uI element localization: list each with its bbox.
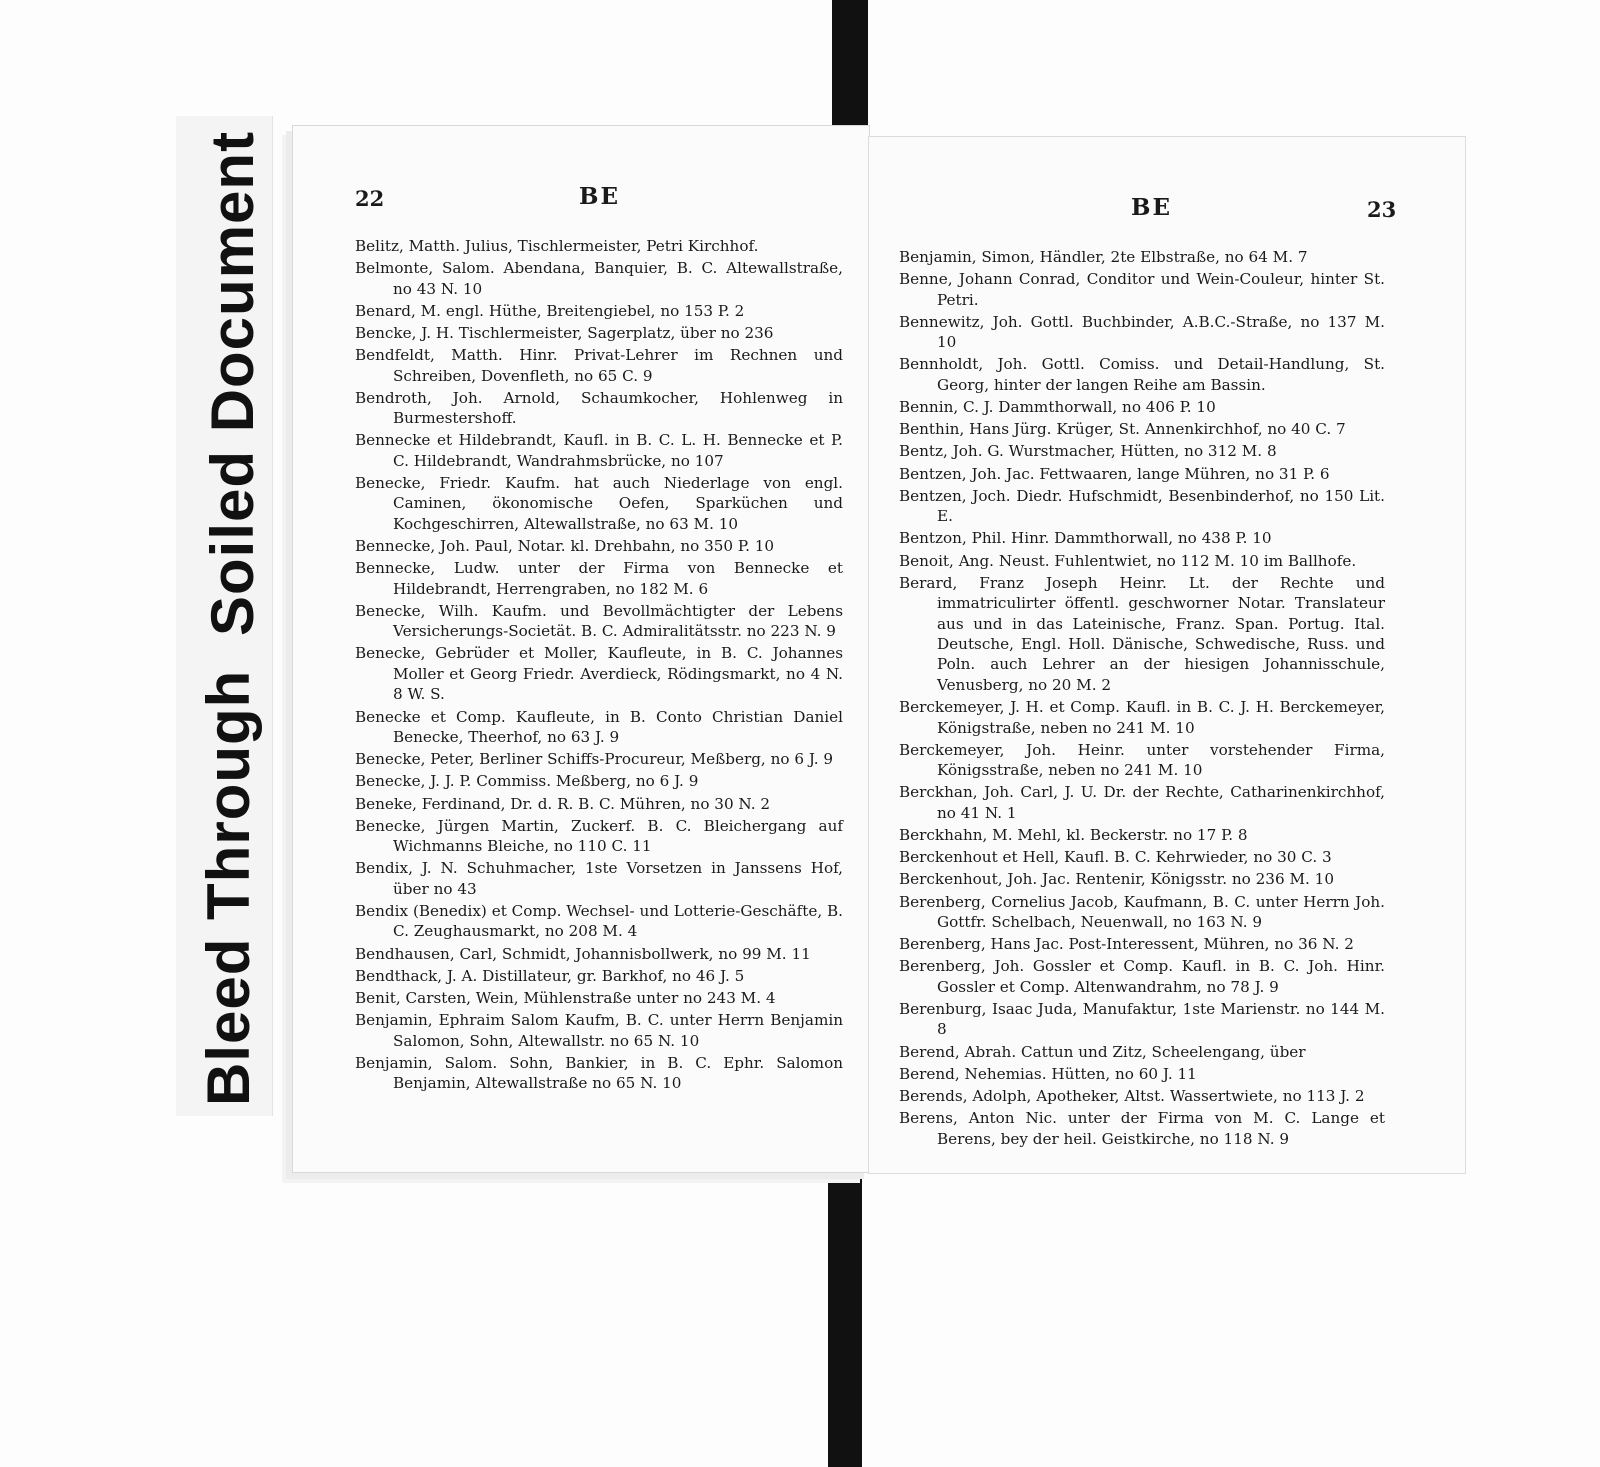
directory-entry: Bentz, Joh. G. Wurstmacher, Hütten, no 312 M. 8 [899, 442, 1277, 461]
bleed-through-label: Bleed Through [195, 669, 262, 1106]
directory-entry: Bendhausen, Carl, Schmidt, Johannisbollwerk, no 99 M. 11 [355, 944, 811, 963]
directory-entry: Bendix (Benedix) et Comp. Wechsel- und Lotterie-Geschäfte, B. C. Zeughausmarkt, no 208 M. 4 [355, 901, 843, 941]
directory-entry: Berard, Franz Joseph Heinr. Lt. der Rechte und immatriculirter öffentl. geschworner Notar. Translateur aus und in das Lateinische, Franz. Span. Portug. Ital. Deutsche, Engl. Holl. Dänische, Schwedische, Russ. und Poln. auch Lehrer an der hiesigen Johannisschule, Venusberg, no 20 M. 2 [899, 573, 1385, 694]
directory-entry: Benecke, Jürgen Martin, Zuckerf. B. C. Bleichergang auf Wichmanns Bleiche, no 110 C. 11 [355, 816, 843, 856]
directory-entry: Benjamin, Simon, Händler, 2te Elbstraße, no 64 M. 7 [899, 248, 1308, 266]
directory-entry: Bentzen, Joch. Diedr. Hufschmidt, Besenbinderhof, no 150 Lit. E. [899, 486, 1385, 526]
directory-entry: Bendroth, Joh. Arnold, Schaumkocher, Hohlenweg in Burmestershoff. [355, 388, 843, 428]
left-entry-list [355, 236, 843, 1095]
directory-entry: Bentzon, Phil. Hinr. Dammthorwall, no 438 P. 10 [899, 529, 1272, 548]
directory-entry: Bendthack, J. A. Distillateur, gr. Barkhof, no 46 J. 5 [355, 966, 745, 985]
directory-entry: Benoit, Ang. Neust. Fuhlentwiet, no 112 M. 10 im Ballhofe. [899, 551, 1357, 570]
directory-entry: Berckemeyer, Joh. Heinr. unter vorstehender Firma, Königsstraße, neben no 241 M. 10 [899, 740, 1385, 780]
directory-entry: Bennecke et Hildebrandt, Kaufl. in B. C. L. H. Bennecke et P. C. Hildebrandt, Wandrahmsbrücke, no 107 [355, 431, 843, 470]
directory-entry: Benecke et Comp. Kaufleute, in B. Conto Christian Daniel Benecke, Theerhof, no 63 J. 9 [355, 707, 843, 746]
directory-entry: Berckhahn, M. Mehl, kl. Beckerstr. no 17 P. 8 [899, 825, 1248, 844]
directory-entry: Bennholdt, Joh. Gottl. Comiss. und Detail-Handlung, St. Georg, hinter der langen Reihe am Bassin. [899, 355, 1385, 394]
directory-entry: Belmonte, Salom. Abendana, Banquier, B. C. Altewallstraße, no 43 N. 10 [355, 259, 843, 298]
directory-entry: Benecke, J. J. P. Commiss. Meßberg, no 6 J. 9 [355, 772, 699, 791]
directory-entry: Benecke, Peter, Berliner Schiffs-Procureur, Meßberg, no 6 J. 9 [355, 750, 834, 769]
directory-entry: Berend, Nehemias. Hütten, no 60 J. 11 [899, 1064, 1197, 1083]
right-entry-list [899, 247, 1385, 1151]
directory-entry: Benthin, Hans Jürg. Krüger, St. Annenkirchhof, no 40 C. 7 [899, 420, 1346, 439]
binding-strip-bottom [828, 1160, 862, 1467]
left-page-header: BE [579, 183, 620, 210]
directory-entry: Berenberg, Hans Jac. Post-Interessent, Mühren, no 36 N. 2 [899, 935, 1354, 954]
directory-entry: Berend, Abrah. Cattun und Zitz, Scheelengang, über [899, 1042, 1306, 1061]
directory-entry: Beneke, Ferdinand, Dr. d. R. B. C. Mühren, no 30 N. 2 [355, 794, 771, 813]
directory-entry: Bendix, J. N. Schuhmacher, 1ste Vorsetzen in Janssens Hof, über no 43 [355, 859, 843, 898]
directory-entry: Benit, Carsten, Wein, Mühlenstraße unter no 243 M. 4 [355, 988, 776, 1007]
label-card [176, 116, 273, 1116]
directory-entry: Bennecke, Joh. Paul, Notar. kl. Drehbahn, no 350 P. 10 [355, 537, 775, 556]
directory-entry: Benjamin, Salom. Sohn, Bankier, in B. C. Ephr. Salomon Benjamin, Altewallstraße no 65 N. 10 [355, 1053, 843, 1093]
directory-entry: Benard, M. engl. Hüthe, Breitengiebel, no 153 P. 2 [355, 301, 745, 320]
binding-strip-top [832, 0, 868, 140]
directory-entry: Bennewitz, Joh. Gottl. Buchbinder, A.B.C.-Straße, no 137 M. 10 [899, 312, 1385, 352]
right-page-header: BE [1131, 194, 1172, 221]
directory-entry: Benecke, Friedr. Kaufm. hat auch Niederlage von engl. Caminen, ökonomische Oefen, Sparküchen und Kochgeschirren, Altewallstraße, no 63 M. 10 [355, 474, 843, 533]
directory-entry: Bencke, J. H. Tischlermeister, Sagerplatz, über no 236 [355, 324, 774, 343]
directory-entry: Berckenhout et Hell, Kaufl. B. C. Kehrwieder, no 30 C. 3 [899, 848, 1332, 867]
directory-entry: Bentzen, Joh. Jac. Fettwaaren, lange Mühren, no 31 P. 6 [899, 464, 1330, 483]
directory-entry: Berens, Anton Nic. unter der Firma von M. C. Lange et Berens, bey der heil. Geistkirche, no 118 N. 9 [899, 1109, 1385, 1148]
directory-entry: Benjamin, Ephraim Salom Kaufm, B. C. unter Herrn Benjamin Salomon, Sohn, Altewallstr. no 65 N. 10 [355, 1011, 843, 1050]
right-page-number: 23 [1367, 197, 1397, 222]
directory-entry: Berckhan, Joh. Carl, J. U. Dr. der Rechte, Catharinenkirchhof, no 41 N. 1 [899, 783, 1385, 822]
directory-entry: Bennecke, Ludw. unter der Firma von Bennecke et Hildebrandt, Herrengraben, no 182 M. 6 [355, 559, 843, 598]
directory-entry: Belitz, Matth. Julius, Tischlermeister, Petri Kirchhof. [355, 237, 759, 255]
left-page [292, 125, 870, 1173]
directory-entry: Berends, Adolph, Apotheker, Altst. Wassertwiete, no 113 J. 2 [899, 1086, 1365, 1105]
directory-entry: Berckemeyer, J. H. et Comp. Kaufl. in B. C. J. H. Berckemeyer, Königstraße, neben no 241 M. 10 [899, 698, 1385, 737]
directory-entry: Berenburg, Isaac Juda, Manufaktur, 1ste Marienstr. no 144 M. 8 [899, 999, 1385, 1039]
left-page-number: 22 [355, 186, 385, 211]
directory-entry: Berenberg, Cornelius Jacob, Kaufmann, B. C. unter Herrn Joh. Gottfr. Schelbach, Neuenwall, no 163 N. 9 [899, 892, 1385, 931]
directory-entry: Benecke, Gebrüder et Moller, Kaufleute, in B. C. Johannes Moller et Georg Friedr. Averdieck, Rödingsmarkt, no 4 N. 8 W. S. [355, 644, 843, 704]
directory-entry: Benne, Johann Conrad, Conditor und Wein-Couleur, hinter St. Petri. [899, 270, 1385, 309]
directory-entry: Bendfeldt, Matth. Hinr. Privat-Lehrer im Rechnen und Schreiben, Dovenfleth, no 65 C. 9 [355, 346, 843, 385]
directory-entry: Berckenhout, Joh. Jac. Rentenir, Königsstr. no 236 M. 10 [899, 870, 1334, 889]
directory-entry: Bennin, C. J. Dammthorwall, no 406 P. 10 [899, 398, 1216, 417]
directory-entry: Benecke, Wilh. Kaufm. und Bevollmächtigter der Lebens Versicherungs-Societät. B. C. Admiralitätsstr. no 223 N. 9 [355, 601, 843, 641]
directory-entry: Berenberg, Joh. Gossler et Comp. Kaufl. in B. C. Joh. Hinr. Gossler et Comp. Altenwandrahm, no 78 J. 9 [899, 957, 1385, 996]
right-page [868, 136, 1466, 1174]
soiled-document-label: Soiled Document [199, 130, 266, 636]
